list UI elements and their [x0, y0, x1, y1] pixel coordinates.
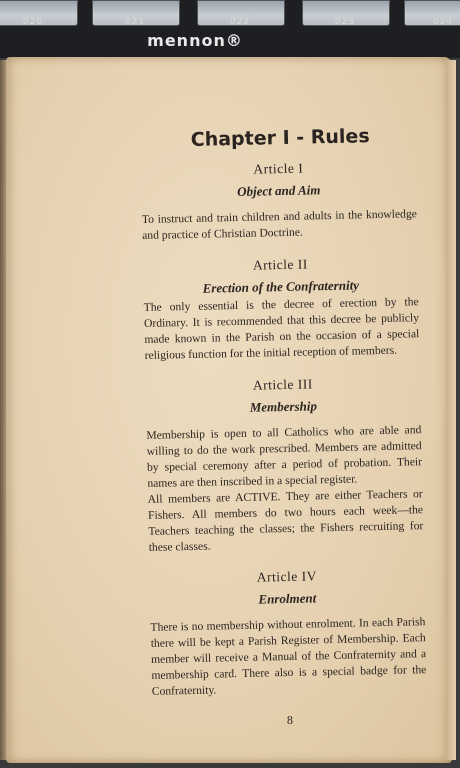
frame-number: 021	[124, 17, 146, 27]
page-edge	[446, 60, 456, 760]
frame-number: 022	[229, 17, 251, 27]
article-1	[141, 158, 418, 244]
article-title: Article IV	[256, 568, 318, 585]
article-title: Article II	[252, 256, 308, 273]
article-3	[145, 374, 424, 556]
chapter-title: Chapter I - Rules	[190, 125, 370, 151]
frame-number: 023	[334, 17, 356, 27]
article-paragraph: To instruct and train children and adults in the knowledge and practice of Christian Doctrine.	[141, 207, 417, 242]
frame-number: 020	[22, 17, 44, 27]
article-2	[143, 254, 420, 364]
article-paragraph: All members are ACTIVE. They are either Teachers or Fishers. All members do two hours each week—the Teachers teaching the classes; the Fishers recruiting for these classes.	[147, 487, 424, 554]
frame-number: 024	[432, 17, 454, 27]
page-number: 8	[286, 712, 294, 728]
article-title: Article I	[253, 160, 304, 177]
article-paragraph: Membership is open to all Catholics who are able and willing to do the work prescribed. Members are admitted by special ceremony after a period of probation. Their names are then inscribed in a special register.	[146, 423, 423, 490]
page-content	[140, 124, 428, 731]
scanner-target-strip	[0, 0, 460, 58]
scanner-brand-logo: mennon®	[147, 31, 243, 50]
article-subtitle: Object and Aim	[236, 182, 321, 199]
article-subtitle: Enrolment	[258, 590, 317, 607]
article-subtitle: Erection of the Confraternity	[202, 277, 360, 296]
article-4	[149, 566, 427, 700]
article-paragraph: There is no membership without enrolment. In each Parish there will be kept a Parish Register of Membership. Each member will receive a Manual of the Confraternity and a membership card. There also is a special badge for the Confraternity.	[150, 615, 427, 698]
article-title: Article III	[252, 376, 313, 393]
article-paragraph: The only essential is the decree of erection by the Ordinary. It is recommended that this decree be publicly made known in the Parish on the occasion of a special religious function for the initial reception of members.	[143, 295, 420, 362]
article-subtitle: Membership	[249, 398, 318, 415]
